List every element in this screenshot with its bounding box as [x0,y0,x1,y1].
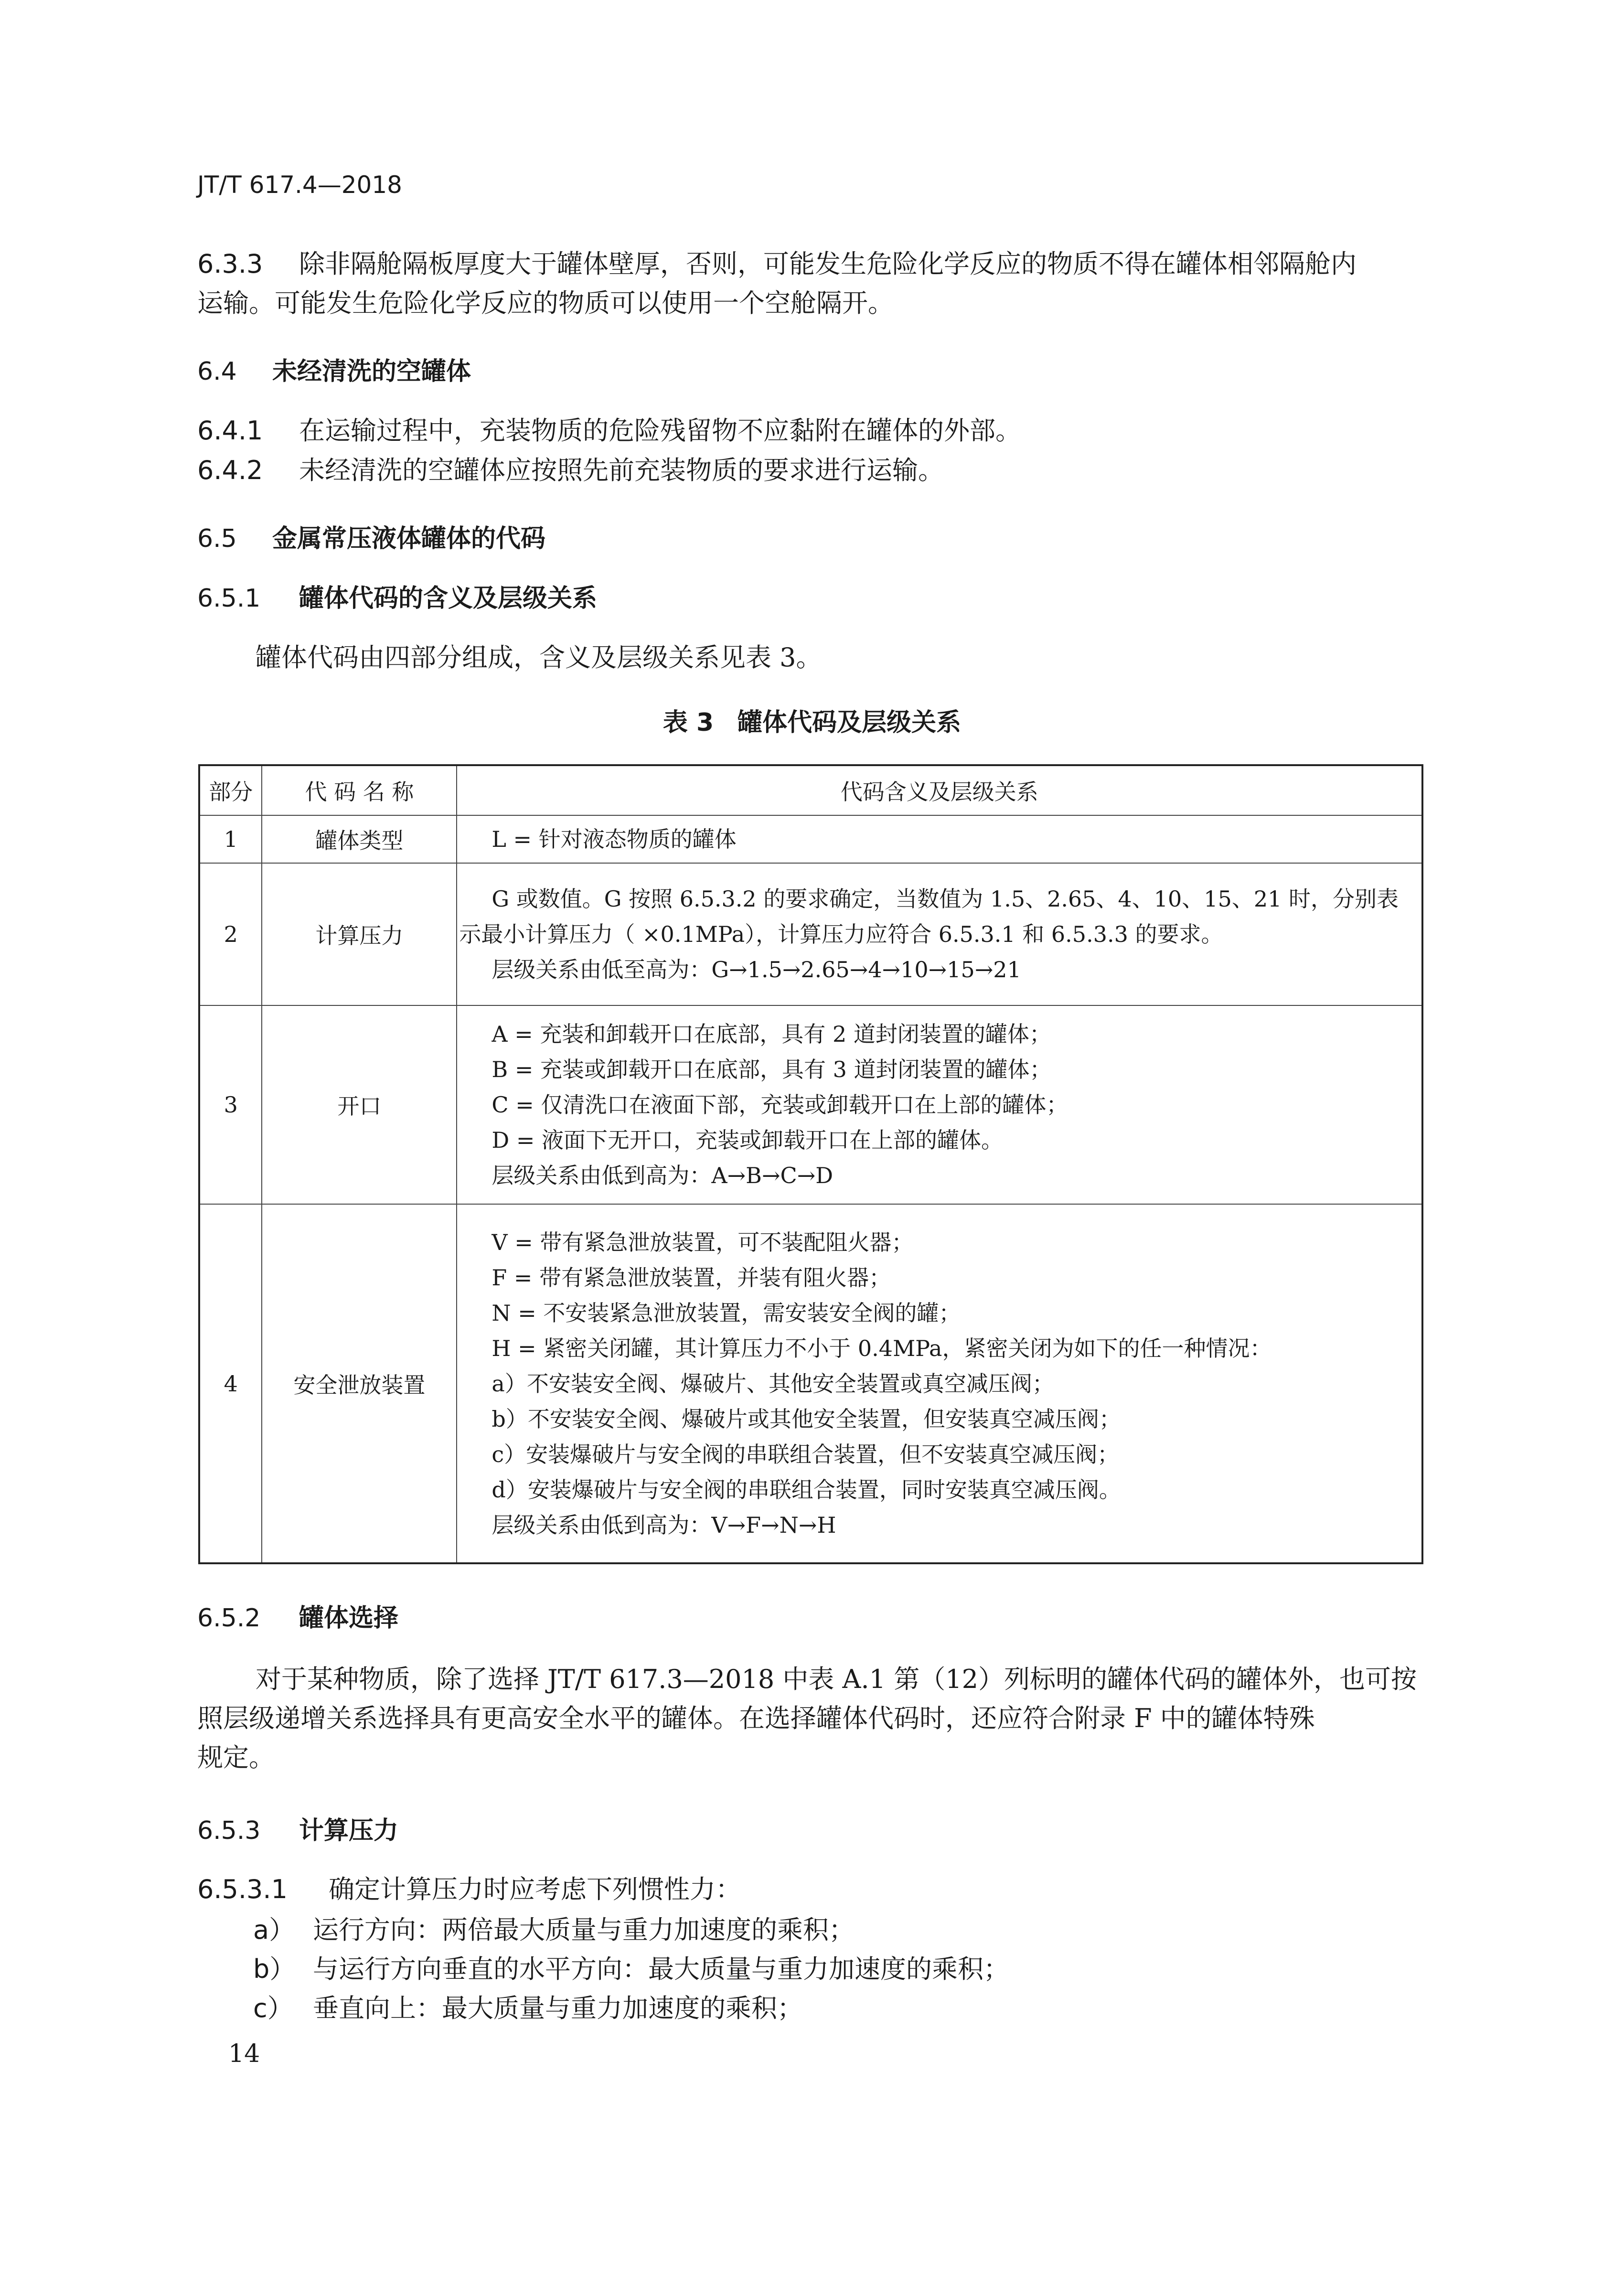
table-header-row [199,765,1422,815]
cell-name: 开口 [262,1005,457,1204]
section-heading-6-5 [197,518,545,554]
section-heading-6-5-2 [197,1598,398,1633]
section-heading-6-4 [197,351,471,387]
list-item [253,1950,1009,1989]
inertia-list [253,1911,1009,2028]
section-title: 未经清洗的空罐体 [272,357,471,386]
paragraph-6-5-1: 罐体代码由四部分组成，含义及层级关系见表 3。 [256,642,822,673]
section-heading-6-5-3 [197,1810,398,1846]
header-code-meaning: 代码含义及层级关系 [457,765,1422,815]
cell-meaning [457,1005,1422,1204]
list-label: c） [253,1993,293,2023]
meaning-line: 示最小计算压力（ ×0.1MPa），计算压力应符合 6.5.3.1 和 6.5.3.3 的要求。 [459,921,1223,947]
page-number: 14 [228,2039,260,2068]
list-text: 运行方向：两倍最大质量与重力加速度的乘积； [313,1915,855,1945]
section-title: 罐体代码的含义及层级关系 [299,584,598,613]
paragraph-line: 照层级递增关系选择具有更高安全水平的罐体。在选择罐体代码时，还应符合附录 F 中的罐体特殊 [197,1703,1315,1733]
cell-part: 2 [199,863,262,1005]
table-caption [0,702,1624,738]
paragraph-line: 对于某种物质，除了选择 JT/T 617.3—2018 中表 A.1 第（12）列标明的罐体代码的罐体外，也可按 [256,1664,1417,1694]
table-row [199,1005,1422,1204]
section-title: 罐体选择 [299,1604,399,1633]
header-part: 部分 [199,765,262,815]
list-item [253,1989,1009,2028]
clause-6-4-1 [197,411,1425,450]
list-label: b） [253,1954,296,1984]
clause-text: 未经清洗的空罐体应按照先前充装物质的要求进行运输。 [299,455,944,485]
table-number: 表 3 [662,708,714,737]
section-number: 6.5.2 [197,1604,261,1633]
meaning-line: L = 针对液态物质的罐体 [491,826,737,852]
cell-meaning [457,815,1422,863]
document-header: JT/T 617.4—2018 [197,171,402,199]
clause-6-5-3-1 [197,1870,1425,1909]
meaning-line: D = 液面下无开口，充装或卸载开口在上部的罐体。 [491,1127,1004,1153]
table-title: 罐体代码及层级关系 [737,708,962,737]
cell-part: 1 [199,815,262,863]
meaning-line: H = 紧密关闭罐，其计算压力不小于 0.4MPa，紧密关闭为如下的任一种情况： [491,1335,1272,1361]
table-row [199,1204,1422,1563]
list-label: a） [253,1915,295,1945]
clause-text: 除非隔舱隔板厚度大于罐体壁厚，否则，可能发生危险化学反应的物质不得在罐体相邻隔舱内 [299,249,1357,279]
meaning-line: a）不安装安全阀、爆破片、其他安全装置或真空减压阀； [491,1370,1054,1397]
section-number: 6.5 [197,524,237,553]
table-row [199,863,1422,1005]
clause-6-4-2 [197,451,1425,490]
clause-text: 在运输过程中，充装物质的危险残留物不应黏附在罐体的外部。 [299,416,1021,446]
cell-part: 3 [199,1005,262,1204]
meaning-line: b）不安装安全阀、爆破片或其他安全装置，但安装真空减压阀； [491,1406,1121,1432]
section-title: 金属常压液体罐体的代码 [272,524,546,553]
cell-name: 计算压力 [262,863,457,1005]
clause-6-3-3 [197,245,1425,323]
cell-name: 安全泄放装置 [262,1204,457,1563]
clause-number: 6.3.3 [197,249,263,279]
meaning-line: d）安装爆破片与安全阀的串联组合装置，同时安装真空减压阀。 [491,1476,1121,1503]
meaning-line: 层级关系由低到高为：A→B→C→D [491,1163,833,1188]
cell-part: 4 [199,1204,262,1563]
clause-number: 6.4.1 [197,416,263,446]
meaning-line: 层级关系由低到高为：V→F→N→H [491,1512,836,1538]
meaning-line: c）安装爆破片与安全阀的串联组合装置，但不安装真空减压阀； [491,1441,1120,1467]
header-code-name: 代 码 名 称 [262,765,457,815]
cell-meaning [457,863,1422,1005]
section-number: 6.4 [197,357,237,386]
paragraph-line: 规定。 [197,1742,275,1772]
list-item [253,1911,1009,1950]
meaning-line: G 或数值。G 按照 6.5.3.2 的要求确定，当数值为 1.5、2.65、4、10、15、21 时，分别表 [491,886,1399,912]
tank-code-table [198,764,1423,1564]
meaning-line: V = 带有紧急泄放装置，可不装配阻火器； [491,1229,914,1255]
meaning-line: N = 不安装紧急泄放装置，需安装安全阀的罐； [491,1300,961,1326]
section-number: 6.5.1 [197,584,261,613]
clause-number: 6.4.2 [197,455,263,485]
meaning-line: C = 仅清洗口在液面下部，充装或卸载开口在上部的罐体； [491,1092,1068,1118]
cell-meaning [457,1204,1422,1563]
section-title: 计算压力 [299,1816,399,1845]
table-row [199,815,1422,863]
clause-text: 确定计算压力时应考虑下列惯性力： [329,1874,741,1904]
meaning-line: 层级关系由低至高为：G→1.5→2.65→4→10→15→21 [491,957,1021,982]
clause-number: 6.5.3.1 [197,1874,288,1904]
list-text: 垂直向上：最大质量与重力加速度的乘积； [313,1993,803,2023]
meaning-line: F = 带有紧急泄放装置，并装有阻火器； [491,1264,891,1291]
clause-text-cont: 运输。可能发生危险化学反应的物质可以使用一个空舱隔开。 [197,288,894,318]
cell-name: 罐体类型 [262,815,457,863]
meaning-line: A = 充装和卸载开口在底部，具有 2 道封闭装置的罐体； [491,1021,1051,1047]
meaning-line: B = 充装或卸载开口在底部，具有 3 道封闭装置的罐体； [491,1057,1052,1082]
paragraph-6-5-2 [197,1660,1425,1777]
list-text: 与运行方向垂直的水平方向：最大质量与重力加速度的乘积； [313,1954,1009,1984]
section-heading-6-5-1 [197,578,597,614]
section-number: 6.5.3 [197,1816,261,1845]
